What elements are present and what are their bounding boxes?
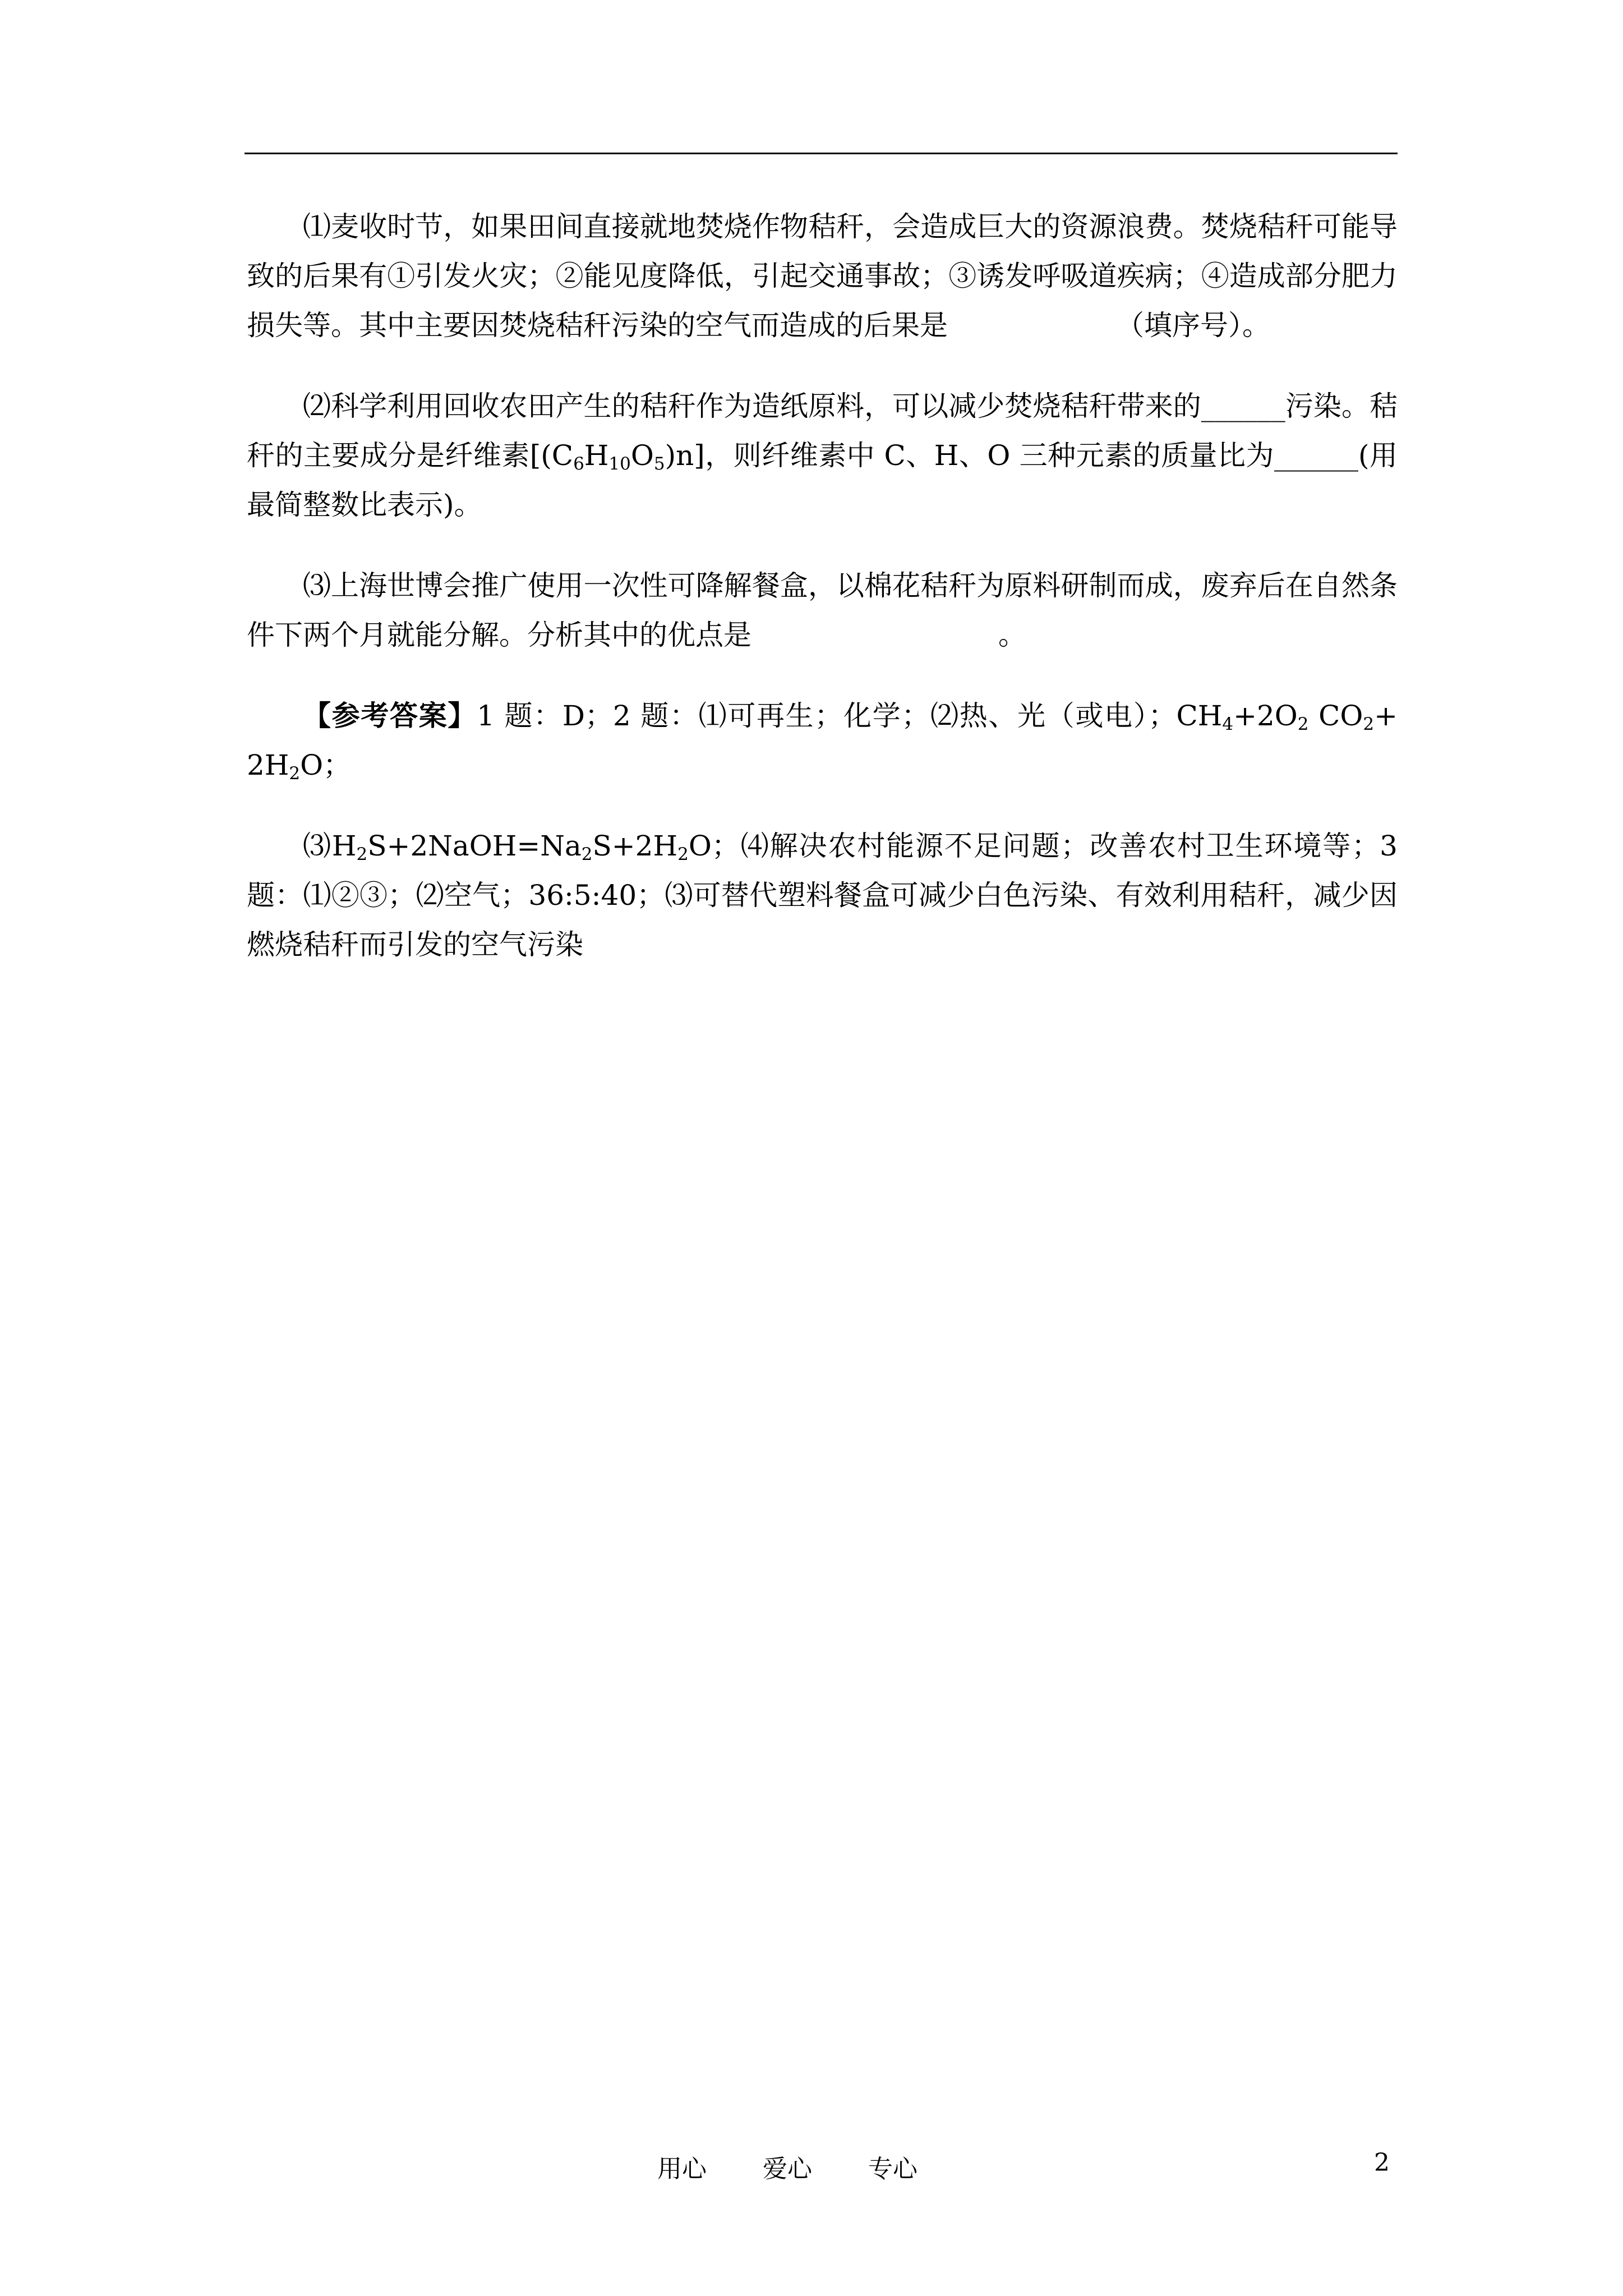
answer-text: O； xyxy=(300,749,352,781)
answer-text: CO xyxy=(1308,700,1363,732)
footer-motto-item: 专心 xyxy=(868,2155,917,2183)
answer-key-part-2 xyxy=(247,821,1398,969)
document-body xyxy=(247,202,1398,1001)
subscript: 5 xyxy=(653,453,665,474)
answer-key-part-1 xyxy=(247,691,1398,790)
subscript: 2 xyxy=(581,844,593,864)
footer-motto-item: 爱心 xyxy=(763,2155,812,2183)
footer-motto-item: 用心 xyxy=(657,2155,707,2183)
question-part-2-text-d: )n]，则纤维素中 C、H、O 三种元素的质量比为______(用最简整数比表示)。 xyxy=(247,439,1398,521)
question-part-2-text-c: O xyxy=(630,439,654,472)
subscript: 2 xyxy=(289,763,301,784)
question-part-3-text: ⑶上海世博会推广使用一次性可降解餐盒，以棉花秸秆为原料研制而成，废弃后在自然条件下两个月就能分解。分析其中的优点是 xyxy=(247,569,1398,651)
answer-text: S+2H xyxy=(592,830,678,862)
subscript: 4 xyxy=(1222,714,1234,734)
subscript: 2 xyxy=(1297,714,1309,734)
page-number: 2 xyxy=(1374,2148,1390,2177)
question-part-2-text-a: ⑵科学利用回收农田产生的秸秆作为造纸原料，可以减少焚烧秸秆带来的______污染。秸秆的主要成分是纤维素[(C xyxy=(247,390,1398,472)
answer-text: +2O xyxy=(1233,700,1298,732)
answer-key-label: 【参考答案】 xyxy=(303,699,477,732)
page-footer xyxy=(0,2148,1623,2188)
answer-text: 1 题：D；2 题：⑴可再生；化学；⑵热、光（或电）；CH xyxy=(477,700,1223,732)
subscript: 2 xyxy=(1363,714,1375,734)
question-part-3-suffix: 。 xyxy=(998,619,1026,651)
subscript: 2 xyxy=(677,844,689,864)
answer-text: S+2NaOH=Na xyxy=(367,830,582,862)
header-rule xyxy=(245,153,1398,154)
answer-text: O；⑷解决农村能源不足问题；改善农村卫生环境等；3 题：⑴②③；⑵空气；36:5:40；⑶可替代塑料餐盒可减少白色污染、有效利用秸秆，减少因燃烧秸秆而引发的空气污染 xyxy=(247,830,1398,961)
question-part-1-text: ⑴麦收时节，如果田间直接就地焚烧作物秸秆，会造成巨大的资源浪费。焚烧秸秆可能导致的后果有①引发火灾；②能见度降低，引起交通事故；③诱发呼吸道疾病；④造成部分肥力损失等。其中主要因焚烧秸秆污染的空气而造成的后果是 xyxy=(247,210,1398,342)
subscript: 6 xyxy=(573,453,584,474)
question-part-1-suffix: （填序号）。 xyxy=(1116,309,1270,342)
footer-motto xyxy=(657,2148,974,2184)
question-part-1 xyxy=(247,202,1398,350)
subscript: 10 xyxy=(608,453,631,474)
question-part-2 xyxy=(247,381,1398,530)
answer-text: ⑶H xyxy=(303,830,357,862)
question-part-3 xyxy=(247,561,1398,660)
answer-text: + 2H xyxy=(247,700,1398,781)
question-part-2-text-b: H xyxy=(584,439,609,472)
subscript: 2 xyxy=(356,844,368,864)
